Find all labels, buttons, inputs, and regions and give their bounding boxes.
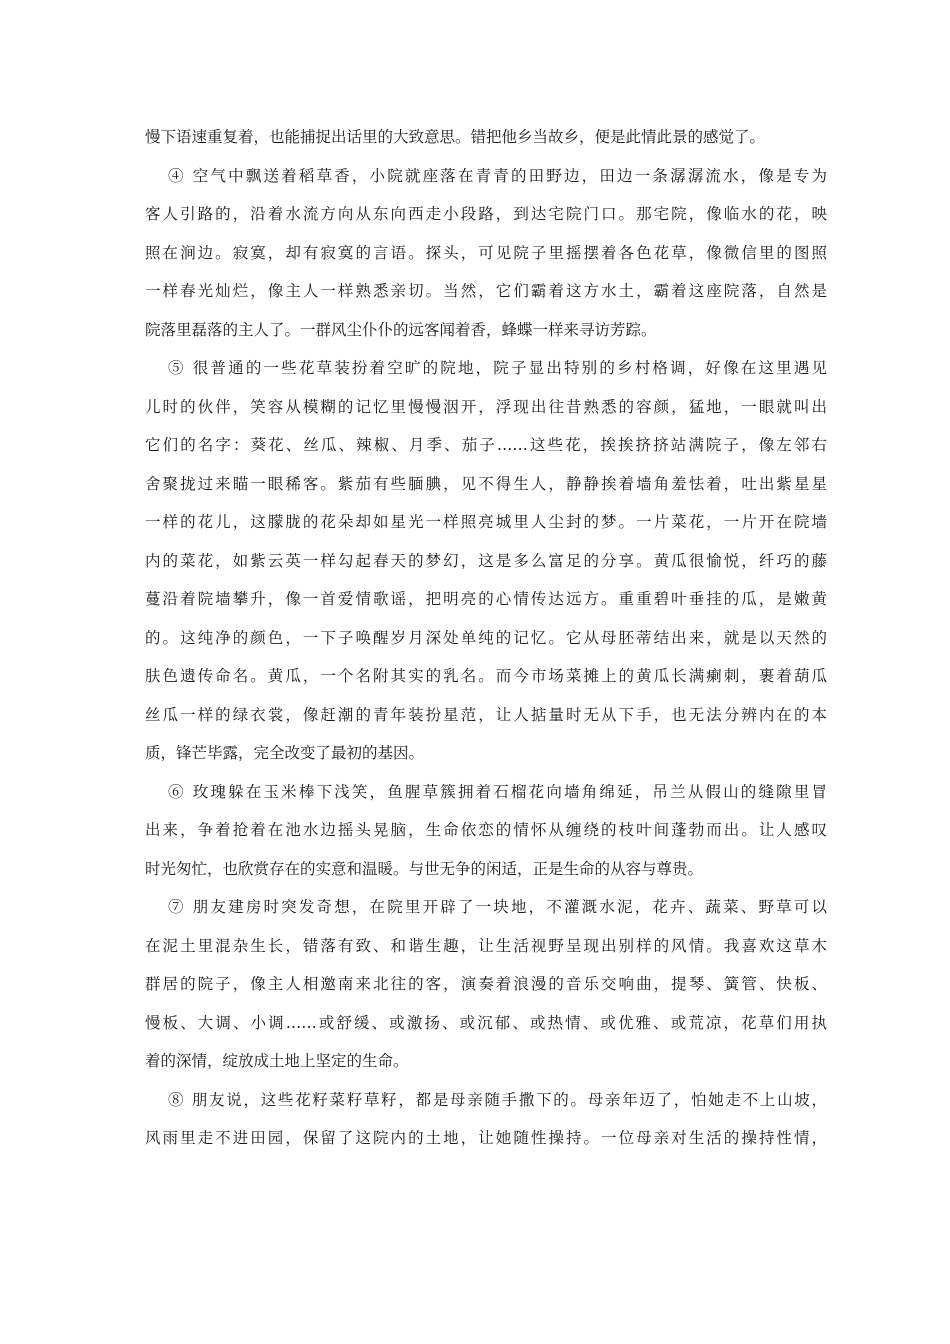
- document-page: [145, 118, 827, 1158]
- text-line: 风雨里走不进田园，保留了这院内的土地，让她随性操持。一位母亲对生活的操持性情，: [145, 1129, 827, 1147]
- text-line: 它们的名字：葵花、丝瓜、辣椒、月季、茄子……这些花，挨挨挤挤站满院子，像左邻右: [145, 436, 827, 454]
- text-line: 时光匆忙，也欣赏存在的实意和温暖。与世无争的闲适，正是生命的从容与尊贵。: [145, 859, 704, 878]
- text-line: 慢板、大调、小调……或舒缓、或激扬、或沉郁、或热情、或优雅、或荒凉，花草们用执: [145, 1013, 827, 1032]
- text-line: 内的菜花，如紫云英一样勾起春天的梦幻，这是多么富足的分享。黄瓜很愉悦，纤巧的藤: [145, 551, 827, 570]
- paragraph: [145, 773, 827, 889]
- text-line: ④ 空气中飘送着稻草香，小院就座落在青青的田野边，田边一条潺潺流水，像是专为: [168, 166, 827, 185]
- text-line: 慢下语速重复着，也能捕捉出话里的大致意思。错把他乡当故乡，便是此情此景的感觉了。: [145, 128, 766, 146]
- text-line: ⑤ 很普通的一些花草装扮着空旷的院地，院子显出特别的乡村格调，好像在这里遇见: [168, 359, 827, 377]
- text-line: 照在涧边。寂寞，却有寂寞的言语。探头，可见院子里摇摆着各色花草，像微信里的图照: [145, 243, 827, 262]
- text-line: 肤色遗传命名。黄瓜，一个名附其实的乳名。而今市场菜摊上的黄瓜长满瘌刺，裹着葫瓜: [145, 667, 827, 685]
- text-line: 院落里磊落的主人了。一群风尘仆仆的远客闻着香，蜂蝶一样来寻访芳踪。: [145, 320, 657, 339]
- text-line: ⑦ 朋友建房时突发奇想，在院里开辟了一块地，不灌溉水泥，花卉、蔬菜、野草可以: [168, 898, 827, 916]
- paragraph: [145, 349, 827, 773]
- text-line: 丝瓜一样的绿衣裳，像赶潮的青年装扮星范，让人掂量时无从下手，也无法分辨内在的本: [145, 705, 827, 724]
- paragraph: [145, 888, 827, 1081]
- text-line: ⑥ 玫瑰躲在玉米棒下浅笑，鱼腥草簇拥着石榴花向墙角绵延，吊兰从假山的缝隙里冒: [168, 782, 827, 801]
- text-line: 的。这纯净的颜色，一下子唤醒岁月深处单纯的记忆。它从母胚蒂结出来，就是以天然的: [145, 628, 827, 647]
- text-line: 客人引路的，沿着水流方向从东向西走小段路，到达宅院门口。那宅院，像临水的花，映: [145, 205, 827, 223]
- text-line: 群居的院子，像主人相邀南来北往的客，演奏着浪漫的音乐交响曲，提琴、簧管、快板、: [145, 975, 827, 993]
- text-line: 在泥土里混杂生长，错落有致、和谐生趣，让生活视野呈现出别样的风情。我喜欢这草木: [145, 936, 827, 955]
- text-line: 舍聚拢过来瞄一眼稀客。紫茄有些腼腆，见不得生人，静静挨着墙角羞怯着，吐出紫星星: [145, 474, 827, 493]
- text-line: 出来，争着抢着在池水边摇头晃脑，生命依恋的情怀从缠绕的枝叶间蓬勃而出。让人感叹: [145, 821, 827, 839]
- text-line: 一样的花儿，这朦胧的花朵却如星光一样照亮城里人尘封的梦。一片菜花，一片开在院墙: [145, 513, 827, 531]
- text-line: 儿时的伙伴，笑容从模糊的记忆里慢慢洇开，浮现出往昔熟悉的容颜，猛地，一眼就叫出: [145, 397, 827, 416]
- text-line: 着的深情，绽放成土地上坚定的生命。: [145, 1052, 409, 1070]
- text-line: 质，锋芒毕露，完全改变了最初的基因。: [145, 744, 425, 762]
- text-line: 蔓沿着院墙攀升，像一首爱情歌谣，把明亮的心情传达远方。重重碧叶垂挂的瓜，是嫩黄: [145, 590, 827, 608]
- paragraph: [145, 157, 827, 350]
- text-line: ⑧ 朋友说，这些花籽菜籽草籽，都是母亲随手撒下的。母亲年迈了，怕她走不上山坡，: [168, 1090, 827, 1109]
- text-line: 一样春光灿烂，像主人一样熟悉亲切。当然，它们霸着这方水土，霸着这座院落，自然是: [145, 282, 827, 300]
- paragraph: [145, 118, 827, 157]
- paragraph: [145, 1081, 827, 1158]
